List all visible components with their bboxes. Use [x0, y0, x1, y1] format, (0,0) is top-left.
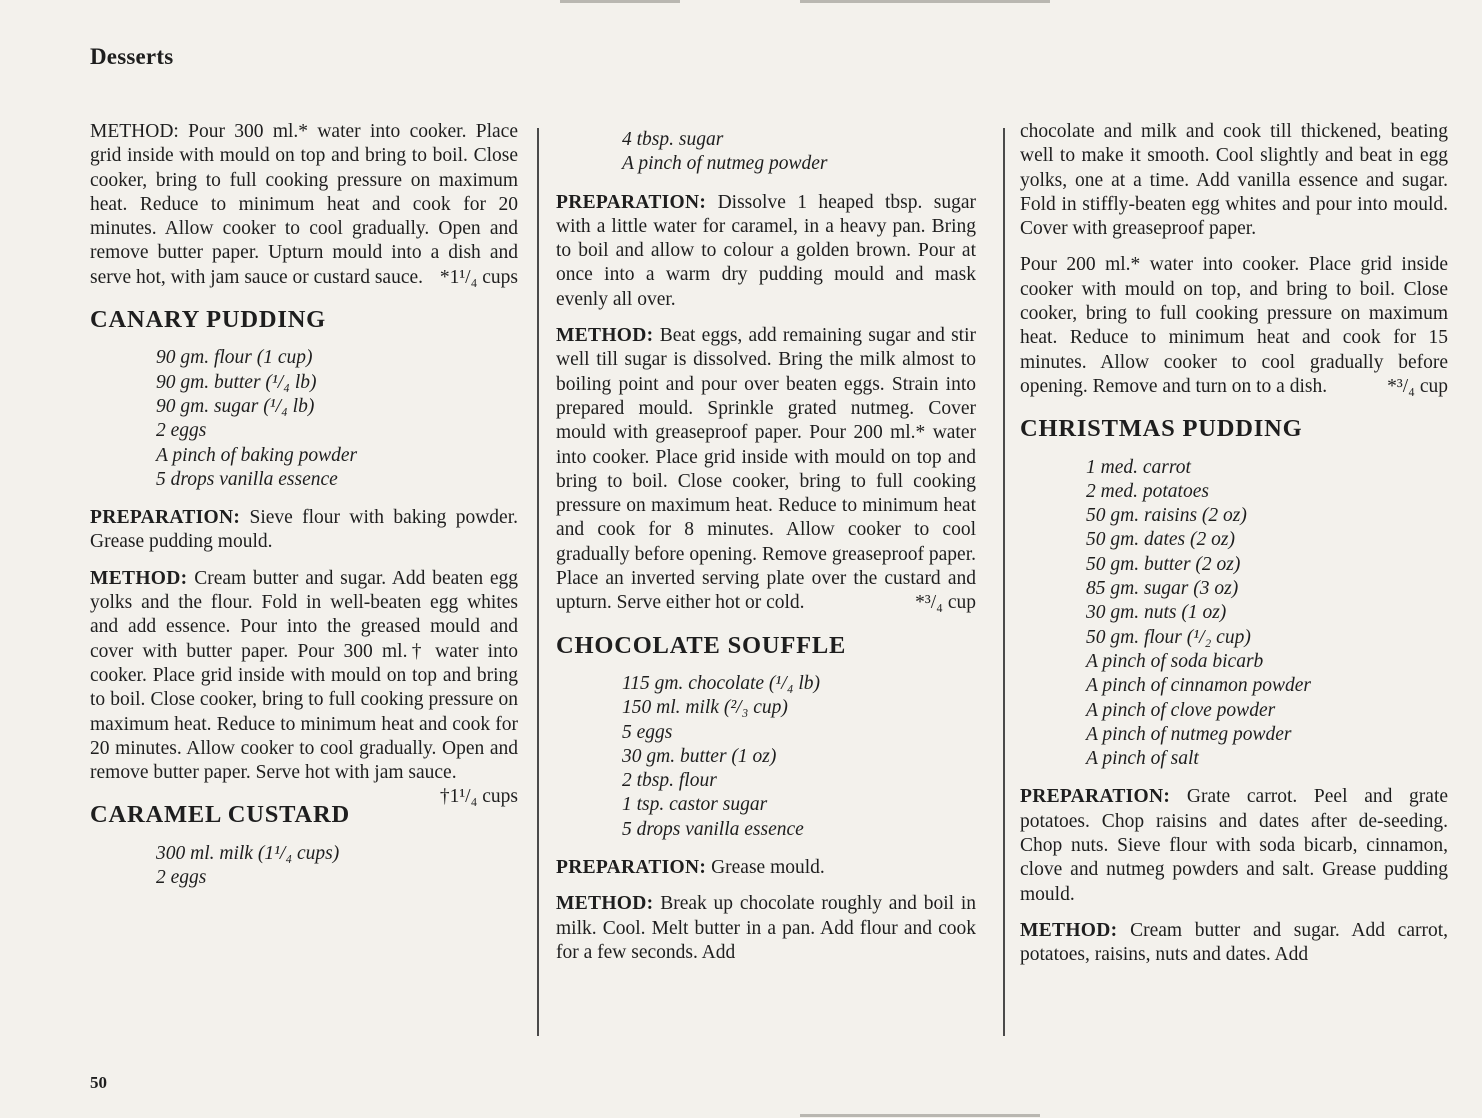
- ingredient-item: 90 gm. flour (1 cup): [156, 347, 313, 369]
- ingredient-item: 5 drops vanilla essence: [156, 468, 338, 490]
- section-label: PREPARATION:: [1020, 786, 1171, 808]
- instruction-paragraph: [90, 120, 518, 290]
- ingredient-item: A pinch of salt: [1086, 748, 1199, 770]
- ingredient-item: 5 eggs: [622, 721, 673, 743]
- recipe-heading: CHRISTMAS PUDDING: [1020, 415, 1303, 443]
- ingredient-item: 1 med. carrot: [1086, 456, 1191, 478]
- ingredient-item: 90 gm. sugar (¹/₄ lb): [156, 395, 315, 417]
- column-divider: [537, 128, 539, 1036]
- ingredient-list: [90, 346, 518, 492]
- paragraph-text: chocolate and milk and cook till thickened, beating well to make it smooth. Cool slightly and beat in egg yolks, one at a time. Add vanilla essence and sugar. Fold in stiffly-beaten egg whites and pour into mould. Cover with greaseproof paper.: [1020, 121, 1448, 240]
- instruction-paragraph: [556, 892, 976, 965]
- measure-footnote: *³/₄ cup: [1387, 375, 1448, 397]
- ingredient-item: 50 gm. butter (2 oz): [1086, 553, 1241, 575]
- ingredient-item: 4 tbsp. sugar: [622, 129, 724, 150]
- ingredient-item: 300 ml. milk (1¹/₄ cups): [156, 842, 340, 864]
- ingredient-item: 150 ml. milk (²/₃ cup): [622, 697, 788, 719]
- ingredient-item: 30 gm. nuts (1 oz): [1086, 602, 1227, 624]
- scan-edge-mark: [560, 0, 680, 3]
- recipe-heading: CHOCOLATE SOUFFLE: [556, 631, 847, 659]
- paragraph-text: Sieve flour with baking powder. Grease pudding mould.: [90, 507, 519, 553]
- instruction-paragraph: [556, 191, 976, 312]
- column-1: [90, 120, 518, 904]
- section-label: METHOD:: [556, 325, 654, 347]
- column-3: [1020, 120, 1448, 980]
- ingredient-item: 85 gm. sugar (3 oz): [1086, 578, 1239, 600]
- measure-footnote: *³/₄ cup: [915, 592, 976, 614]
- ingredient-item: A pinch of nutmeg powder: [622, 153, 828, 175]
- instruction-paragraph: [1020, 120, 1448, 241]
- instruction-paragraph: [90, 506, 518, 555]
- ingredient-item: 115 gm. chocolate (¹/₄ lb): [622, 672, 821, 694]
- ingredient-item: 90 gm. butter (¹/₄ lb): [156, 371, 317, 393]
- ingredient-item: A pinch of clove powder: [1086, 699, 1276, 721]
- instruction-paragraph: [1020, 919, 1448, 968]
- ingredient-item: 50 gm. flour (¹/₂ cup): [1086, 626, 1251, 648]
- paragraph-text: Grate carrot. Peel and grate potatoes. Chop raisins and dates after de-seeding. Chop nuts. Sieve flour with soda bicarb, cinnamon, clove and nutmeg powders and salt. Grease pudding mould.: [1020, 786, 1449, 905]
- instruction-paragraph: [556, 324, 976, 616]
- ingredient-list: [556, 128, 976, 177]
- ingredient-list: [90, 842, 518, 891]
- ingredient-item: 2 tbsp. flour: [622, 770, 717, 792]
- ingredient-item: 1 tsp. castor sugar: [622, 794, 768, 816]
- instruction-paragraph: [1020, 785, 1448, 906]
- paragraph-text: Break up chocolate roughly and boil in milk. Cool. Melt butter in a pan. Add flour and cook for a few seconds. Add: [556, 893, 976, 963]
- ingredient-list: [556, 672, 976, 842]
- page-title: Desserts: [90, 44, 174, 69]
- section-label: METHOD:: [1020, 919, 1118, 941]
- instruction-paragraph: [1020, 253, 1448, 399]
- paragraph-text: Cream butter and sugar. Add beaten egg yolks and the flour. Fold in well-beaten egg whites and add essence. Pour into the greased mould and cover with butter paper. Pour 300 ml.† water into cooker. Place grid inside with mould on top and bring to boil. Close cooker, bring to full cooking pressure on maximum heat. Reduce to minimum heat and cook for 20 minutes. Allow cooker to cool gradually. Open and remove butter paper. Serve hot with jam sauce.: [90, 567, 518, 784]
- paragraph-text: METHOD: Pour 300 ml.* water into cooker. Place grid inside with mould on top and bring to boil. Close cooker, bring to full cooking pressure on maximum heat. Reduce to minimum heat and cook for 20 minutes. Allow cooker to cool gradually. Open and remove butter paper. Upturn mould into a dish and serve hot, with jam sauce or custard sauce.: [90, 121, 518, 288]
- section-label: PREPARATION:: [90, 507, 241, 529]
- recipe-heading: CARAMEL CUSTARD: [90, 801, 350, 829]
- section-label: PREPARATION:: [556, 191, 707, 213]
- section-label: METHOD:: [556, 893, 654, 915]
- ingredient-list: [1020, 456, 1448, 772]
- column-2: [556, 128, 976, 977]
- ingredient-item: A pinch of soda bicarb: [1086, 650, 1264, 672]
- scan-edge-mark: [800, 0, 1050, 3]
- page-number: 50: [90, 1073, 107, 1092]
- ingredient-item: A pinch of baking powder: [156, 444, 358, 466]
- measure-footnote: *1¹/₄ cups: [439, 266, 518, 288]
- section-label: PREPARATION:: [556, 857, 707, 879]
- paragraph-text: Beat eggs, add remaining sugar and stir well till sugar is dissolved. Bring the milk almost to boiling point and pour over beaten eggs. Strain into prepared mould. Sprinkle grated nutmeg. Cover mould with greaseproof paper. Pour 200 ml.* water into cooker. Place grid inside with mould on top and bring to boil. Close cooker, bring to full cooking pressure on maximum heat. Reduce to minimum heat and cook for 8 minutes. Allow cooker to cool gradually before opening. Remove greaseproof paper. Place an inverted serving plate over the custard and upturn. Serve either hot or cold.: [556, 325, 977, 614]
- ingredient-item: 2 med. potatoes: [1086, 480, 1209, 502]
- ingredient-item: 2 eggs: [156, 867, 207, 889]
- ingredient-item: 30 gm. butter (1 oz): [622, 745, 777, 767]
- ingredient-item: A pinch of cinnamon powder: [1086, 675, 1311, 697]
- measure-footnote: †1¹/₄ cups: [439, 786, 518, 808]
- paragraph-text: Cream butter and sugar. Add carrot, potatoes, raisins, nuts and dates. Add: [1020, 919, 1449, 966]
- paragraph-text: Pour 200 ml.* water into cooker. Place grid inside cooker with mould on top, and bring to boil. Close cooker, bring to full cooking pressure on maximum heat. Reduce to minimum heat and cook for 15 minutes. Allow cooker to cool gradually before opening. Remove and turn on to a dish.: [1020, 254, 1448, 397]
- paragraph-text: Grease mould.: [711, 857, 825, 879]
- recipe-heading: CANARY PUDDING: [90, 306, 327, 334]
- instruction-paragraph: [90, 567, 518, 808]
- ingredient-item: 50 gm. dates (2 oz): [1086, 529, 1235, 551]
- ingredient-item: 2 eggs: [156, 420, 207, 442]
- ingredient-item: 50 gm. raisins (2 oz): [1086, 505, 1247, 527]
- scan-edge-mark: [800, 1114, 1040, 1117]
- ingredient-item: 5 drops vanilla essence: [622, 818, 804, 840]
- paragraph-text: Dissolve 1 heaped tbsp. sugar with a little water for caramel, in a heavy pan. Bring to boil and allow to colour a golden brown. Pour at once into a warm dry pudding mould and mask evenly all over.: [556, 191, 976, 310]
- ingredient-item: A pinch of nutmeg powder: [1086, 723, 1292, 745]
- column-divider: [1003, 128, 1005, 1036]
- section-label: METHOD:: [90, 567, 188, 589]
- instruction-paragraph: [556, 856, 976, 880]
